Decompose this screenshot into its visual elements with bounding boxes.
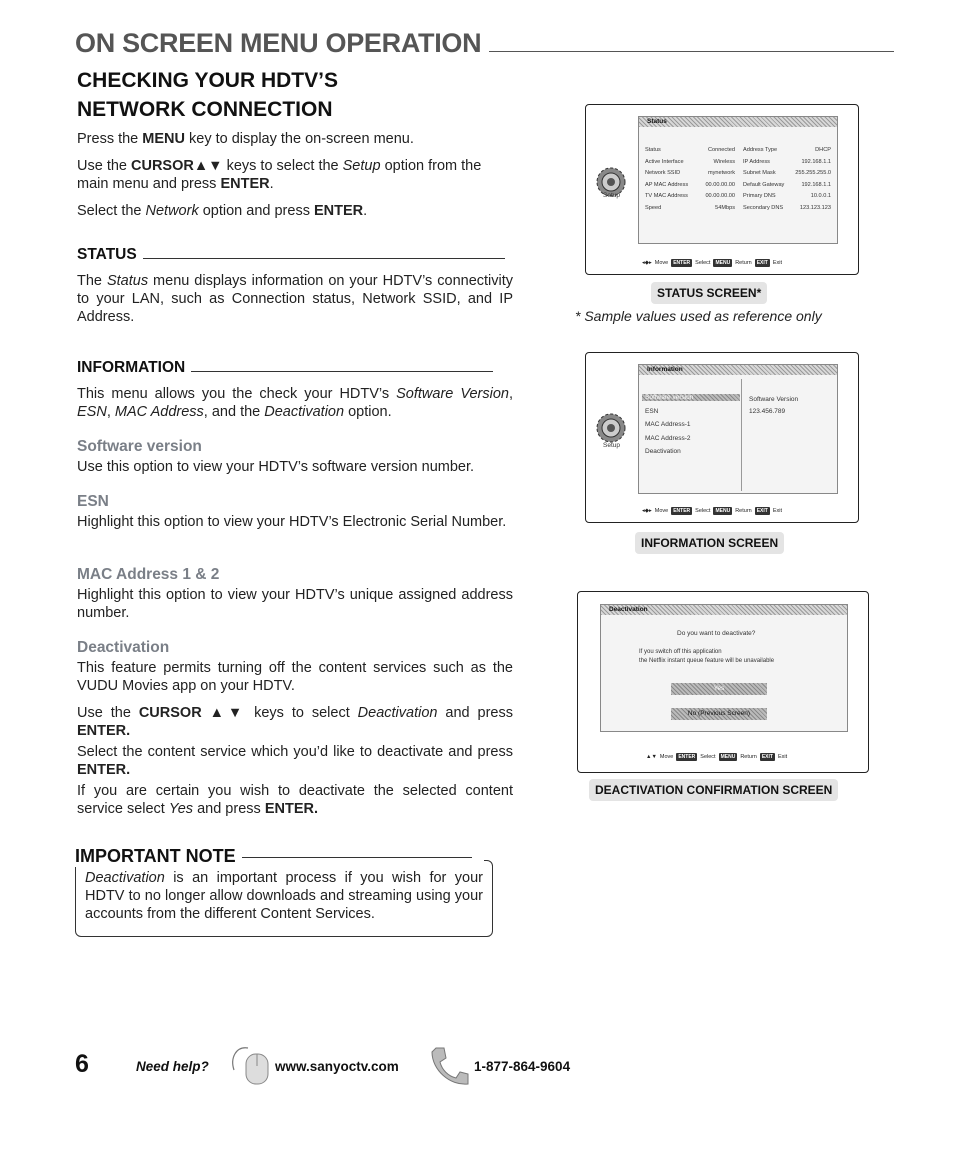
info-menu-item[interactable]: ESN — [645, 407, 659, 415]
information-panel-title: Information — [639, 365, 837, 375]
deactivation-screen — [577, 591, 869, 773]
status-label: Network SSID — [645, 170, 681, 176]
support-url[interactable]: www.sanyoctv.com — [275, 1059, 399, 1074]
information-heading: INFORMATION — [77, 359, 493, 377]
deactivation-heading: Deactivation — [77, 639, 170, 656]
deactivation-panel-title: Deactivation — [601, 605, 847, 615]
status-label: Secondary DNS — [743, 204, 784, 211]
information-screen — [585, 352, 859, 523]
deactivation-screen-navbar: ▲▼ Move ENTER Select MENU Return EXIT Exit — [646, 754, 788, 760]
status-label: AP MAC Address — [645, 181, 689, 188]
no-button[interactable]: No (Previous Screen) — [671, 708, 767, 720]
detail-value: 123.456.789 — [749, 408, 786, 415]
status-value: mynetwork — [707, 170, 735, 176]
deactivation-screen-caption: DEACTIVATION CONFIRMATION SCREEN — [589, 779, 838, 801]
status-label: Speed — [645, 204, 662, 211]
status-label: TV MAC Address — [645, 193, 688, 199]
information-panel — [638, 364, 838, 494]
mac-text: Highlight this option to view your HDTV’s unique assigned address number. — [77, 587, 513, 621]
page-number: 6 — [75, 1050, 89, 1078]
information-screen-caption: INFORMATION SCREEN — [635, 532, 784, 554]
mac-heading: MAC Address 1 & 2 — [77, 566, 220, 583]
status-value: 00.00.00.00 — [705, 181, 735, 188]
status-heading: STATUS — [77, 246, 505, 264]
status-screen-navbar: ◂◆▸ Move ENTER Select MENU Return EXIT Exit — [642, 260, 783, 266]
move-arrows-icon: ◂◆▸ — [642, 508, 652, 514]
status-screen-caption: STATUS SCREEN* — [651, 282, 767, 304]
setup-label: Setup — [603, 192, 620, 199]
status-value: Wireless — [713, 158, 735, 165]
status-value: 192.168.1.1 — [801, 181, 831, 188]
status-value: 54Mbps — [715, 204, 735, 211]
status-value: 10.0.0.1 — [810, 193, 831, 199]
status-panel-title: Status — [639, 117, 837, 127]
status-value: DHCP — [815, 147, 831, 153]
software-version-heading: Software version — [77, 438, 202, 455]
status-panel — [638, 116, 838, 244]
esn-text: Highlight this option to view your HDTV’s Electronic Serial Number. — [77, 514, 507, 530]
deactivate-line2: the Netflix instant queue feature will be unavailable — [639, 658, 775, 664]
deactivate-line1: If you switch off this application — [639, 649, 722, 655]
status-value: 192.168.1.1 — [801, 158, 831, 165]
status-text: The Status menu displays information on your HDTV’s connectivity to your LAN, such as Connection status, Network SSID, and IP Address. — [77, 273, 514, 325]
info-menu-item[interactable]: MAC Address-2 — [645, 434, 691, 442]
status-value: 123.123.123 — [799, 204, 831, 211]
important-note-title: IMPORTANT NOTE — [75, 846, 484, 867]
yes-button[interactable]: Yes — [671, 683, 767, 695]
detail-label: Software Version — [749, 396, 799, 403]
sample-values-note: * Sample values used as reference only — [575, 308, 822, 324]
setup-gear-icon — [594, 411, 628, 445]
mouse-icon — [228, 1040, 272, 1086]
intro-p3: Select the Network option and press ENTER. — [77, 203, 368, 219]
deactivation-text: This feature permits turning off the content services such as the VUDU Movies app on your HDTV. — [77, 660, 513, 694]
status-label: Active Interface — [645, 158, 684, 165]
support-phone[interactable]: 1-877-864-9604 — [474, 1059, 571, 1074]
status-label: Primary DNS — [743, 193, 776, 199]
updown-arrows-icon: ▲▼ — [646, 754, 657, 760]
status-value: 00.00.00.00 — [705, 193, 735, 199]
info-menu-item[interactable]: Software version — [642, 394, 740, 401]
phone-icon — [428, 1044, 470, 1088]
important-note-text: Deactivation is an important process if you wish for your HDTV to no longer allow downloads and streaming using your accounts from the different Content Services. — [85, 870, 483, 922]
section-title: CHECKING YOUR HDTV’S NETWORK CONNECTION — [77, 69, 338, 121]
esn-heading: ESN — [77, 493, 109, 510]
info-menu-item[interactable]: Deactivation — [645, 448, 681, 455]
need-help-text: Need help? — [136, 1059, 209, 1074]
move-arrows-icon: ◂◆▸ — [642, 260, 652, 266]
info-menu-item[interactable]: MAC Address-1 — [645, 421, 691, 428]
deactivate-question: Do you want to deactivate? — [677, 630, 756, 637]
software-version-text: Use this option to view your HDTV’s software version number. — [77, 459, 475, 475]
deactivation-p4: If you are certain you wish to deactivate the selected content service select Yes and press ENTER. — [77, 783, 513, 817]
status-label: IP Address — [743, 158, 770, 165]
page-title: ON SCREEN MENU OPERATION — [75, 28, 905, 59]
status-label: Default Gateway — [743, 181, 785, 188]
status-value: Connected — [707, 147, 735, 153]
deactivation-p2: Use the CURSOR ▲▼ keys to select Deactivation and press ENTER. — [77, 705, 513, 739]
intro-p1: Press the MENU key to display the on-screen menu. — [77, 131, 414, 147]
deactivation-panel — [600, 604, 848, 732]
status-screen — [585, 104, 859, 275]
intro-p2: Use the CURSOR▲▼ keys to select the Setup option from the main menu and press ENTER. — [77, 158, 482, 192]
status-label: Status — [645, 147, 661, 153]
setup-label: Setup — [603, 442, 620, 449]
status-label: Address Type — [743, 147, 778, 153]
status-label: Subnet Mask — [743, 170, 776, 176]
deactivation-p3: Select the content service which you’d like to deactivate and press ENTER. — [77, 744, 513, 778]
status-value: 255.255.255.0 — [795, 170, 831, 176]
information-text: This menu allows you the check your HDTV’s Software Version, ESN, MAC Address, and the Deactivation option. — [77, 386, 513, 420]
information-screen-navbar: ◂◆▸ Move ENTER Select MENU Return EXIT Exit — [642, 508, 783, 514]
